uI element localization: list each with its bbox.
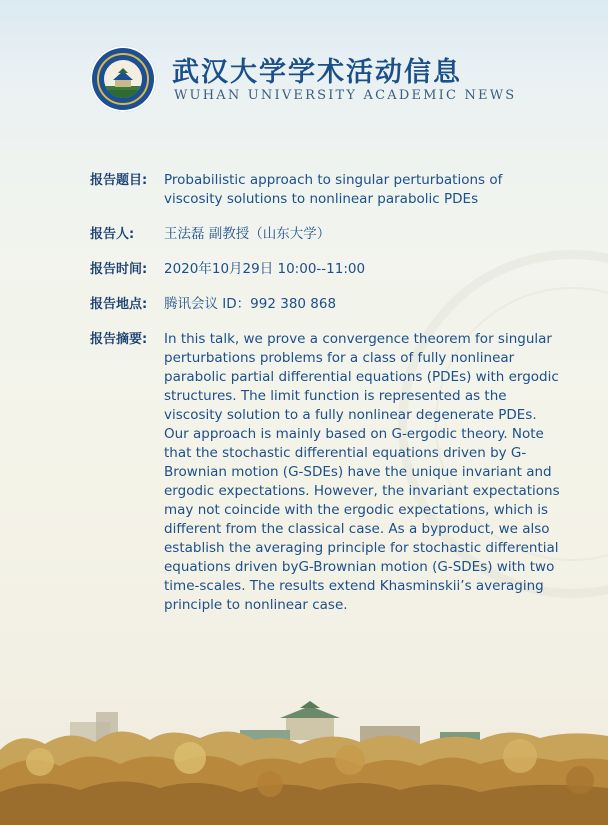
report-info (90, 171, 560, 631)
abstract-row (90, 330, 560, 615)
abstract-value: In this talk, we prove a convergence theorem for singular perturbations problems for a class of fully nonlinear parabolic partial differential equations (PDEs) with ergodic structures. The limit function is represented as the viscosity solution to a fully nonlinear degenerate PDEs. Our approach is mainly based on G-ergodic theory. Note that the stochastic differential equations driven by G-Brownian motion (G-SDEs) have the unique invariant and ergodic expectations. However, the invariant expectations may not coincide with the ergodic expectations, which is different from the classical case. As a byproduct, we also establish the averaging principle for stochastic differential equations driven byG-Brownian motion (G-SDEs) with two time-scales. The results extend Khasminskii’s averaging principle to nonlinear case. (164, 331, 560, 613)
time-label: 报告时间: (90, 262, 148, 277)
speaker-row (90, 225, 560, 244)
campus-scenery (0, 700, 608, 825)
abstract-label: 报告摘要: (90, 332, 148, 347)
location-row (90, 295, 560, 314)
banner-title-cn: 武汉大学学术活动信息 (172, 57, 462, 88)
header (90, 44, 570, 114)
banner-title-en: WUHAN UNIVERSITY ACADEMIC NEWS (174, 88, 517, 103)
speaker-value: 王法磊 副教授（山东大学） (164, 226, 331, 242)
report-title-label: 报告题目: (90, 173, 148, 188)
university-emblem-icon (90, 46, 156, 112)
report-title-row (90, 171, 560, 209)
location-label: 报告地点: (90, 297, 148, 312)
location-value: 腾讯会议 ID：992 380 868 (164, 296, 337, 312)
speaker-label: 报告人: (90, 227, 135, 242)
time-value: 2020年10月29日 10:00--11:00 (164, 261, 366, 277)
time-row (90, 260, 560, 279)
report-title-value: Probabilistic approach to singular perturbations of viscosity solutions to nonlinear parabolic PDEs (164, 172, 503, 207)
